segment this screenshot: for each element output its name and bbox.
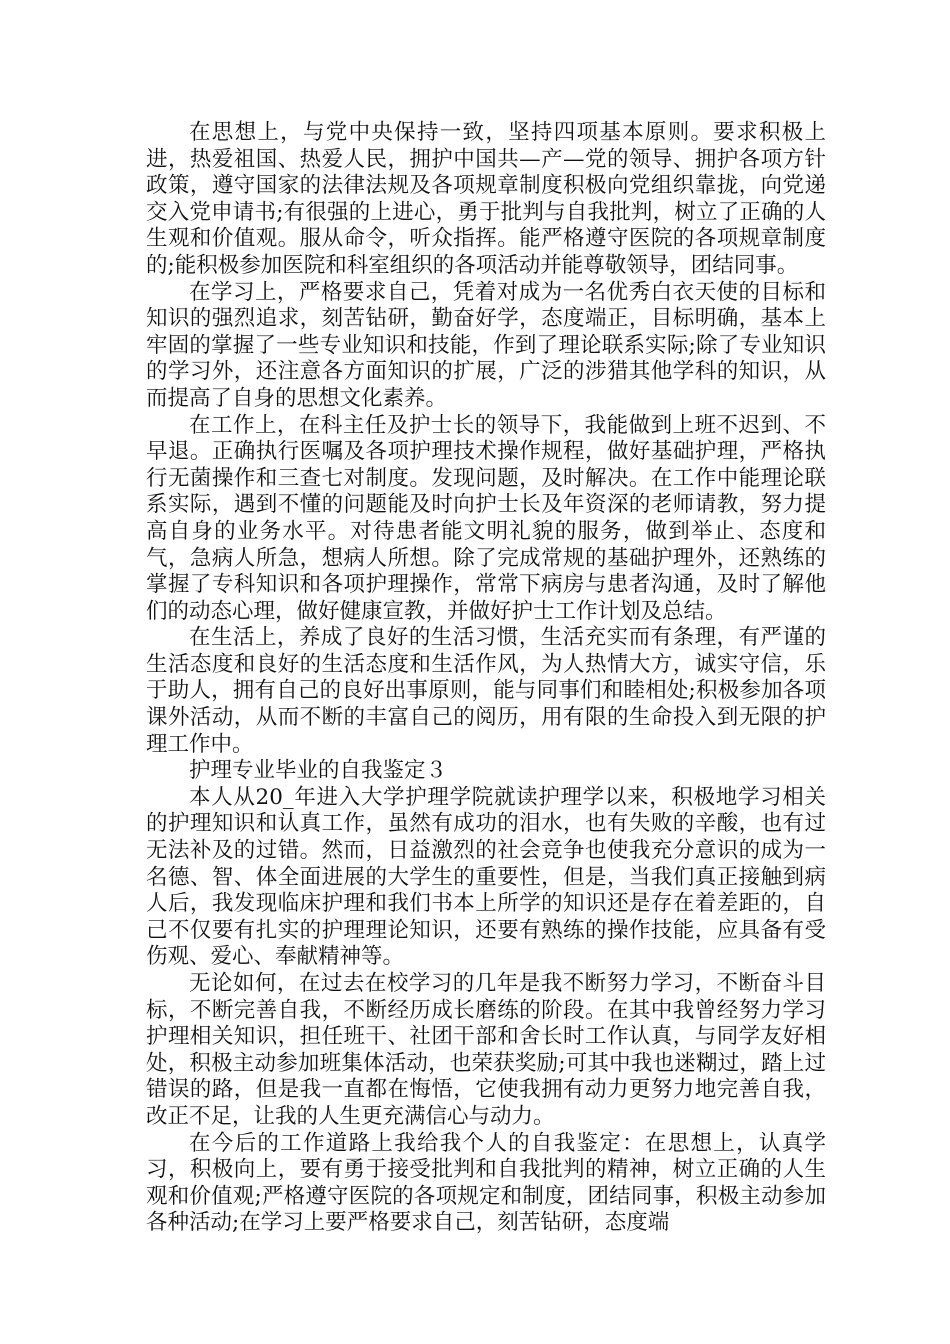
paragraph-study: 在学习上，严格要求自己，凭着对成为一名优秀白衣天使的目标和知识的强烈追求，刻苦钻研，勤奋好学，态度端正，目标明确，基本上牢固的掌握了一些专业知识和技能，作到了理论联系实际;除了专业知识的学习外，还注意各方面知识的扩展，广泛的涉猎其他学科的知识，从而提高了自身的思想文化素养。: [146, 279, 826, 411]
paragraph-ideology: 在思想上，与党中央保持一致，坚持四项基本原则。要求积极上进，热爱祖国、热爱人民，拥护中国共—产—党的领导、拥护各项方针政策，遵守国家的法律法规及各项规章制度积极向党组织靠拢，向党递交入党申请书;有很强的上进心，勇于批判与自我批判，树立了正确的人生观和价值观。服从命令，听众指挥。能严格遵守医院的各项规章制度的;能积极参加医院和科室组织的各项活动并能尊敬领导，团结同事。: [146, 120, 826, 278]
paragraph-future: 在今后的工作道路上我给我个人的自我鉴定：在思想上，认真学习，积极向上，要有勇于接受批判和自我批判的精神，树立正确的人生观和价值观;严格遵守医院的各项规定和制度，团结同事，积极主动参加各种活动;在学习上要严格要求自己，刻苦钻研，态度端: [146, 1130, 826, 1236]
paragraph-work: 在工作上，在科主任及护士长的领导下，我能做到上班不迟到、不早退。正确执行医嘱及各项护理技术操作规程，做好基础护理，严格执行无菌操作和三查七对制度。发现问题，及时解决。在工作中能理论联系实际，遇到不懂的问题能及时向护士长及年资深的老师请教，努力提高自身的业务水平。对待患者能文明礼貌的服务，做到举止、态度和气，急病人所急，想病人所想。除了完成常规的基础护理外，还熟练的掌握了专科知识和各项护理操作，常常下病房与患者沟通，及时了解他们的动态心理，做好健康宣教，并做好护士工作计划及总结。: [146, 412, 826, 624]
paragraph-life: 在生活上，养成了良好的生活习惯，生活充实而有条理，有严谨的生活态度和良好的生活态度和生活作风，为人热情大方，诚实守信，乐于助人，拥有自己的良好出事原则，能与同事们和睦相处;积极参加各项课外活动，从而不断的丰富自己的阅历，用有限的生命投入到无限的护理工作中。: [146, 625, 826, 757]
paragraph-intro: 本人从20_年进入大学护理学院就读护理学以来，积极地学习相关的护理知识和认真工作，虽然有成功的泪水，也有失败的辛酸，也有过无法补及的过错。然而，日益激烈的社会竞争也使我充分意识的成为一名德、智、体全面进展的大学生的重要性，但是，当我们真正接触到病人后，我发现临床护理和我们书本上所学的知识还是存在着差距的，自己不仅要有扎实的护理理论知识，还要有熟练的操作技能，应具备有受伤观、爱心、奉献精神等。: [146, 784, 826, 970]
paragraph-reflection: 无论如何，在过去在校学习的几年是我不断努力学习，不断奋斗目标，不断完善自我，不断经历成长磨练的阶段。在其中我曾经努力学习护理相关知识，担任班干、社团干部和舍长时工作认真，与同学友好相处，积极主动参加班集体活动，也荣获奖励;可其中我也迷糊过，踏上过错误的路，但是我一直都在悔悟，它使我拥有动力更努力地完善自我，改正不足，让我的人生更充满信心与动力。: [146, 971, 826, 1129]
document-page: [146, 120, 826, 1237]
section-heading: 护理专业毕业的自我鉴定３: [189, 758, 448, 784]
